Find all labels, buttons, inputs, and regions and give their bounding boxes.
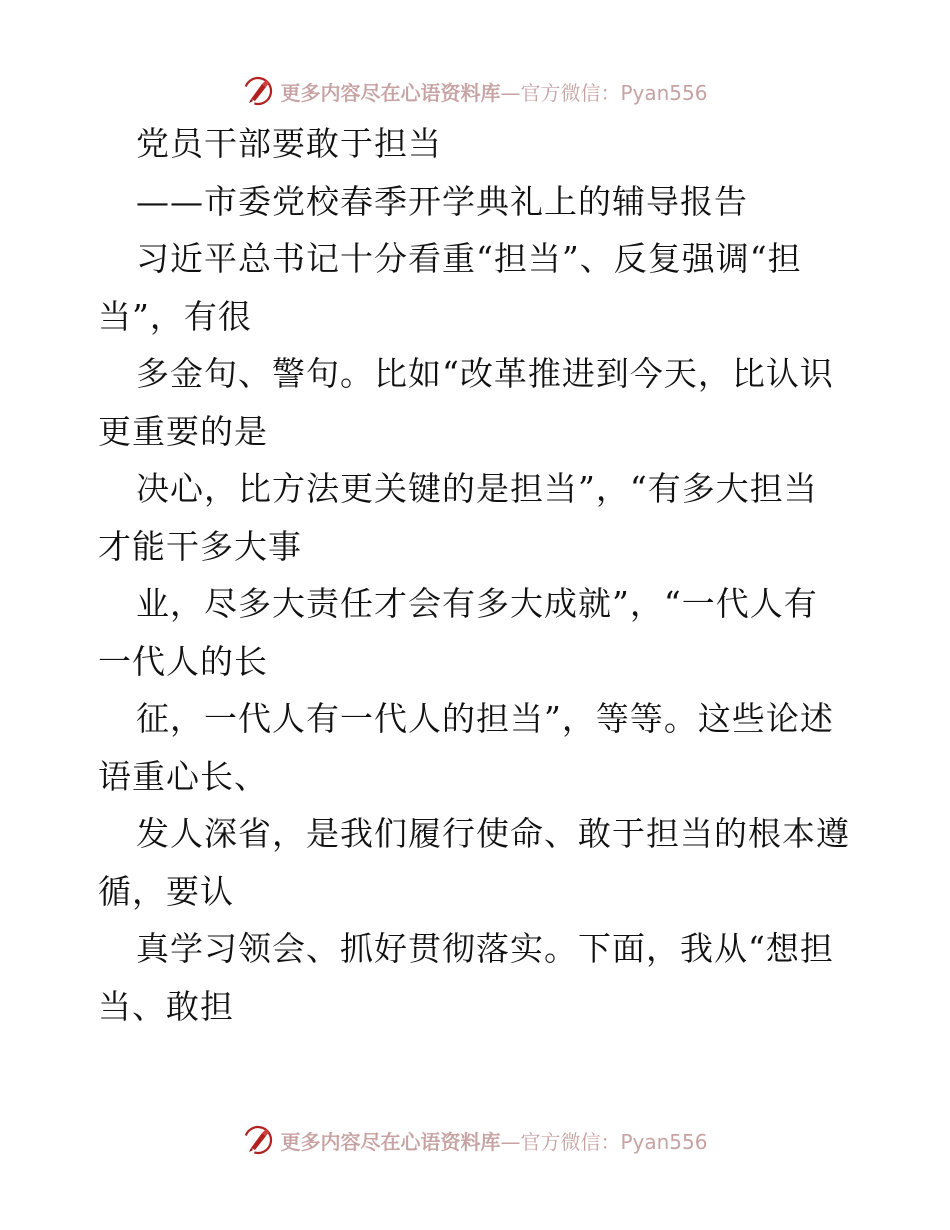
paragraph-line: 征，一代人有一代人的担当”，等等。这些论述 bbox=[136, 699, 834, 738]
paragraph-line: 真学习领会、抓好贯彻落实。下面，我从“想担 bbox=[136, 929, 834, 968]
paragraph-line: 才能干多大事 bbox=[98, 526, 302, 566]
document-subtitle: ——市委党校春季开学典礼上的辅导报告 bbox=[136, 181, 748, 221]
paragraph-line: 循，要认 bbox=[98, 871, 234, 911]
header-banner-text bbox=[280, 77, 707, 106]
paragraph-line: 一代人的长 bbox=[98, 641, 268, 681]
paragraph-line: 多金句、警句。比如“改革推进到今天，比认识 bbox=[136, 354, 834, 393]
paragraph-line: 更重要的是 bbox=[98, 411, 268, 451]
header-banner bbox=[0, 71, 950, 111]
quill-pen-logo-icon bbox=[242, 1124, 274, 1156]
quill-pen-logo-icon bbox=[242, 75, 274, 107]
footer-banner-text bbox=[280, 1126, 707, 1155]
document-body bbox=[98, 115, 858, 1035]
header-banner-separator: — bbox=[500, 80, 521, 105]
paragraph-line: 决心，比方法更关键的是担当”，“有多大担当 bbox=[136, 469, 818, 508]
footer-banner-separator: — bbox=[500, 1129, 521, 1154]
header-banner-main: 更多内容尽在心语资料库 bbox=[280, 80, 501, 105]
paragraph-line: 习近平总书记十分看重“担当”、反复强调“担 bbox=[136, 239, 802, 278]
header-banner-wechat: 官方微信：Pyan556 bbox=[520, 80, 708, 105]
paragraph-line: 当”，有很 bbox=[98, 296, 252, 336]
paragraph-line: 当、敢担 bbox=[98, 986, 234, 1026]
footer-banner-wechat: 官方微信：Pyan556 bbox=[520, 1129, 708, 1154]
footer-banner bbox=[0, 1120, 950, 1160]
paragraph-line: 语重心长、 bbox=[98, 756, 268, 796]
paragraph-line: 业，尽多大责任才会有多大成就”，“一代人有 bbox=[136, 584, 818, 623]
document-title: 党员干部要敢于担当 bbox=[136, 124, 442, 163]
paragraph-line: 发人深省，是我们履行使命、敢于担当的根本遵 bbox=[136, 814, 850, 853]
footer-banner-main: 更多内容尽在心语资料库 bbox=[280, 1129, 501, 1154]
